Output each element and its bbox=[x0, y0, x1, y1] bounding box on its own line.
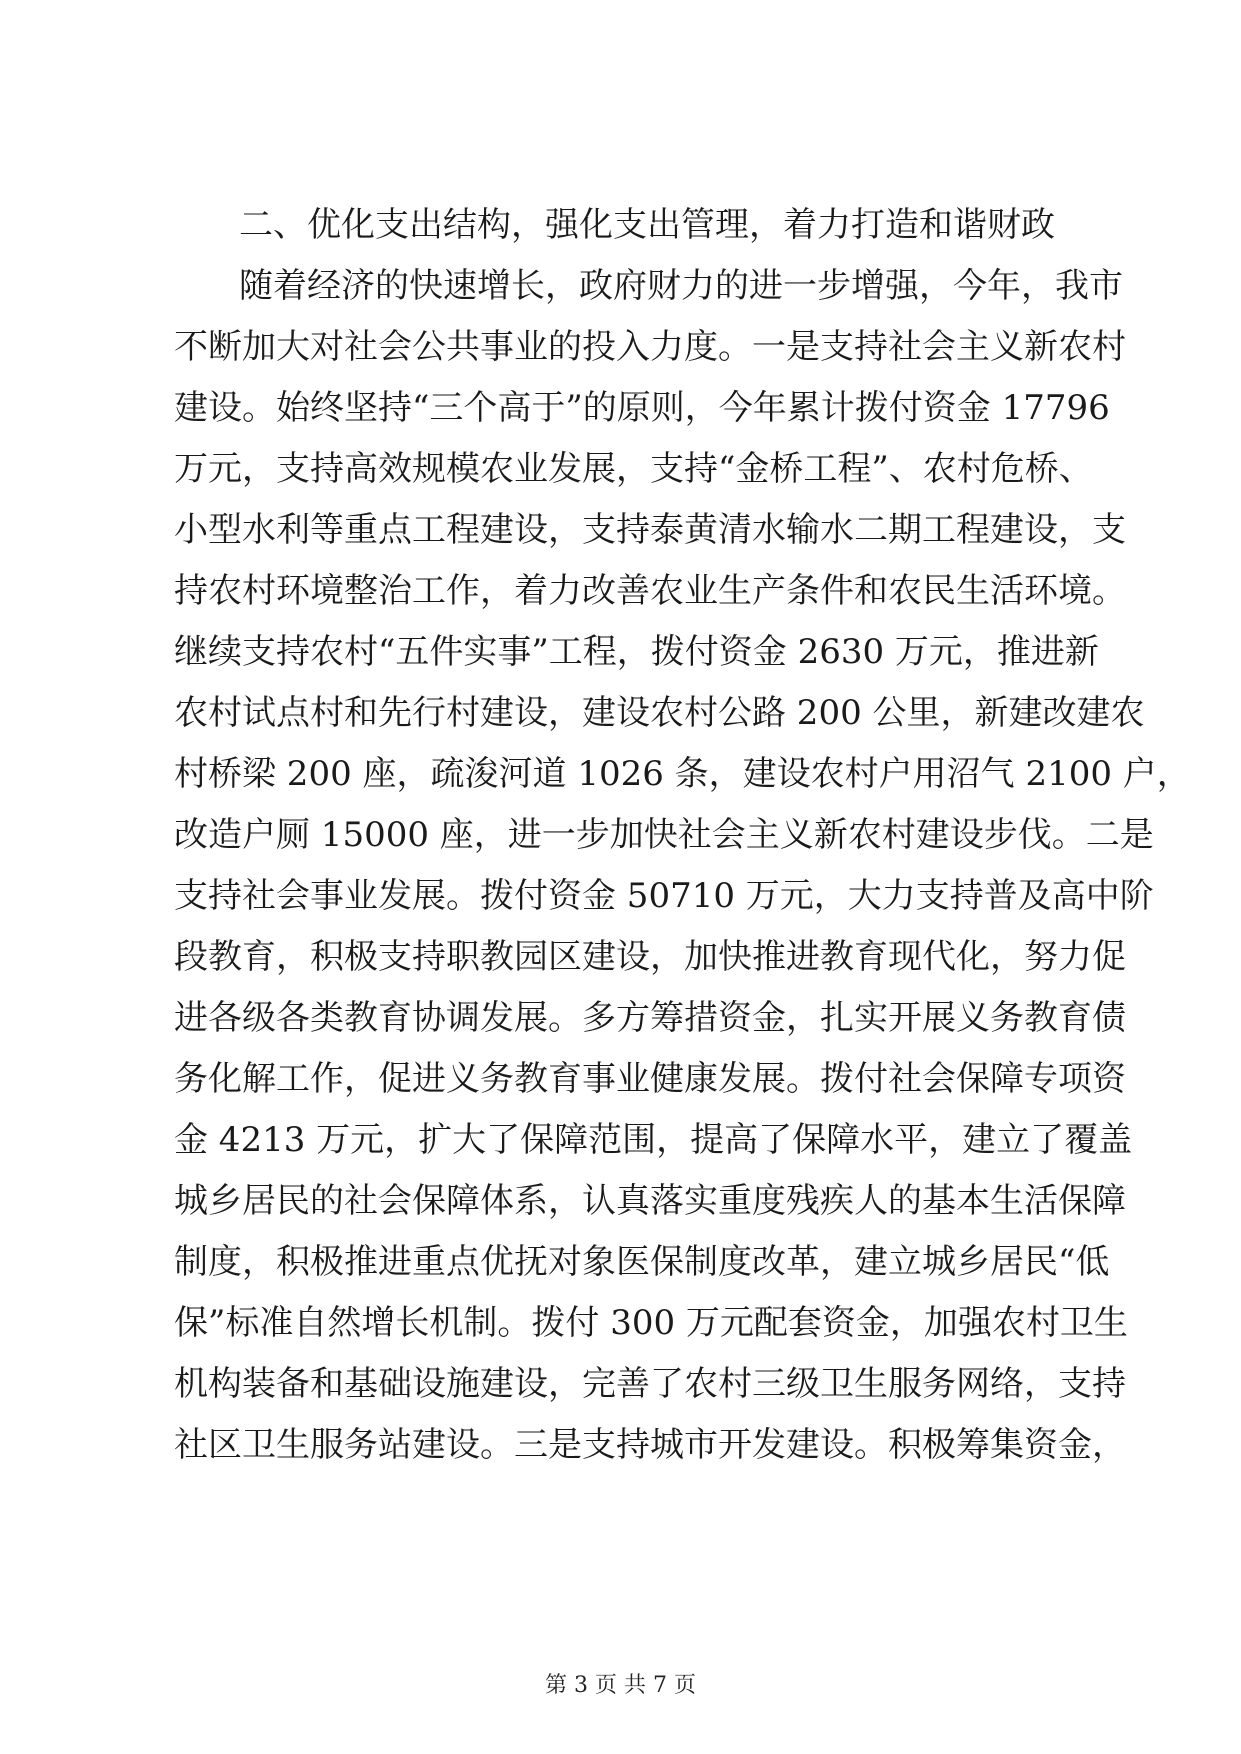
paragraph-line: 进各级各类教育协调发展。多方筹措资金，扎实开展义务教育债 bbox=[174, 998, 1126, 1038]
paragraph-line: 村桥梁 200 座，疏浚河道 1026 条，建设农村户用沼气 2100 户， bbox=[174, 754, 1191, 794]
paragraph-line: 机构装备和基础设施建设，完善了农村三级卫生服务网络，支持 bbox=[174, 1364, 1126, 1404]
page-number-footer: 第 3 页 共 7 页 bbox=[545, 1673, 696, 1698]
paragraph-line: 建设。始终坚持“三个高于”的原则，今年累计拨付资金 17796 bbox=[174, 388, 1110, 428]
paragraph-line: 万元，支持高效规模农业发展，支持“金桥工程”、农村危桥、 bbox=[174, 449, 1093, 489]
paragraph-line: 农村试点村和先行村建设，建设农村公路 200 公里，新建改建农 bbox=[174, 693, 1145, 733]
paragraph-line: 段教育，积极支持职教园区建设，加快推进教育现代化，努力促 bbox=[174, 937, 1126, 977]
paragraph-line: 制度，积极推进重点优抚对象医保制度改革，建立城乡居民“低 bbox=[174, 1242, 1110, 1282]
section-heading: 二、优化支出结构，强化支出管理，着力打造和谐财政 bbox=[239, 205, 1055, 245]
paragraph-line: 城乡居民的社会保障体系，认真落实重度残疾人的基本生活保障 bbox=[174, 1181, 1126, 1221]
paragraph-line: 继续支持农村“五件实事”工程，拨付资金 2630 万元，推进新 bbox=[174, 632, 1099, 672]
paragraph-line: 小型水利等重点工程建设，支持泰黄清水输水二期工程建设，支 bbox=[174, 510, 1126, 550]
paragraph-line: 随着经济的快速增长，政府财力的进一步增强，今年，我市 bbox=[239, 266, 1123, 306]
paragraph-line: 金 4213 万元，扩大了保障范围，提高了保障水平，建立了覆盖 bbox=[174, 1120, 1133, 1160]
paragraph-line: 务化解工作，促进义务教育事业健康发展。拨付社会保障专项资 bbox=[174, 1059, 1126, 1099]
paragraph-line: 改造户厕 15000 座，进一步加快社会主义新农村建设步伐。二是 bbox=[174, 815, 1154, 855]
paragraph-line: 保”标准自然增长机制。拨付 300 万元配套资金，加强农村卫生 bbox=[174, 1303, 1128, 1343]
paragraph-line: 支持社会事业发展。拨付资金 50710 万元，大力支持普及高中阶 bbox=[174, 876, 1154, 916]
paragraph-line: 社区卫生服务站建设。三是支持城市开发建设。积极筹集资金， bbox=[174, 1425, 1126, 1465]
paragraph-line: 不断加大对社会公共事业的投入力度。一是支持社会主义新农村 bbox=[174, 327, 1126, 367]
paragraph-line: 持农村环境整治工作，着力改善农业生产条件和农民生活环境。 bbox=[174, 571, 1126, 611]
